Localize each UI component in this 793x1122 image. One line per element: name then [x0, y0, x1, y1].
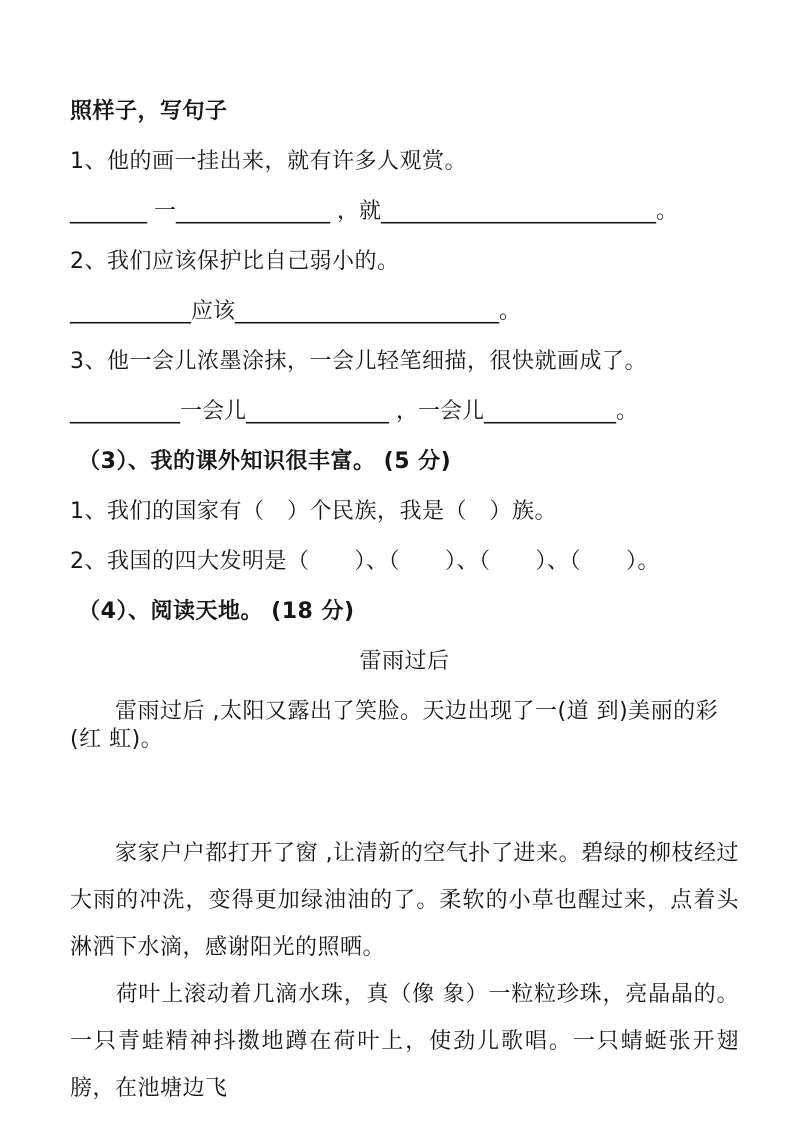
section-heading: （4）、阅读天地。 (18 分) [70, 599, 355, 624]
answer-blank-line: _______ 一______________ ，就_________________________。 [70, 199, 678, 224]
section-heading: （3）、我的课外知识很丰富。 (5 分) [70, 449, 452, 474]
reading-paragraph: 家家户户都打开了窗 ,让清新的空气扑了进来。碧绿的柳枝经过大雨的冲洗，变得更加绿油油的了。柔软的小草也醒过来，点着头淋洒下水滴，感谢阳光的照晒。 [70, 841, 739, 960]
answer-blank-line: ___________应该________________________。 [70, 299, 522, 324]
exercise-item: 1、他的画一挂出来，就有许多人观赏。 [70, 149, 467, 174]
exercise-item: 3、他一会儿浓墨涂抹，一会儿轻笔细描，很快就画成了。 [70, 349, 647, 374]
exercise-item: 2、我们应该保护比自己弱小的。 [70, 249, 400, 274]
reading-paragraph: 雷雨过后 ,太阳又露出了笑脸。天边出现了一(道 到)美丽的彩(红 虹)。 [70, 699, 719, 752]
reading-passage-title: 雷雨过后 [359, 649, 450, 674]
document-content [70, 98, 739, 1112]
reading-paragraph: 荷叶上滚动着几滴水珠，真（像 象）一粒粒珍珠，亮晶晶的。一只青蛙精神抖擞地蹲在荷叶上，使劲儿歌唱。一只蜻蜓张开翅膀，在池塘边飞 [70, 982, 739, 1101]
exercise-item: 2、我国的四大发明是（ ）、（ ）、（ ）、（ ）。 [70, 549, 660, 574]
exercise-item: 1、我们的国家有（ ）个民族，我是（ ）族。 [70, 499, 557, 524]
section-title: 照样子，写句子 [70, 99, 228, 124]
answer-blank-line: __________一会儿_____________ ，一会儿____________。 [70, 399, 638, 424]
